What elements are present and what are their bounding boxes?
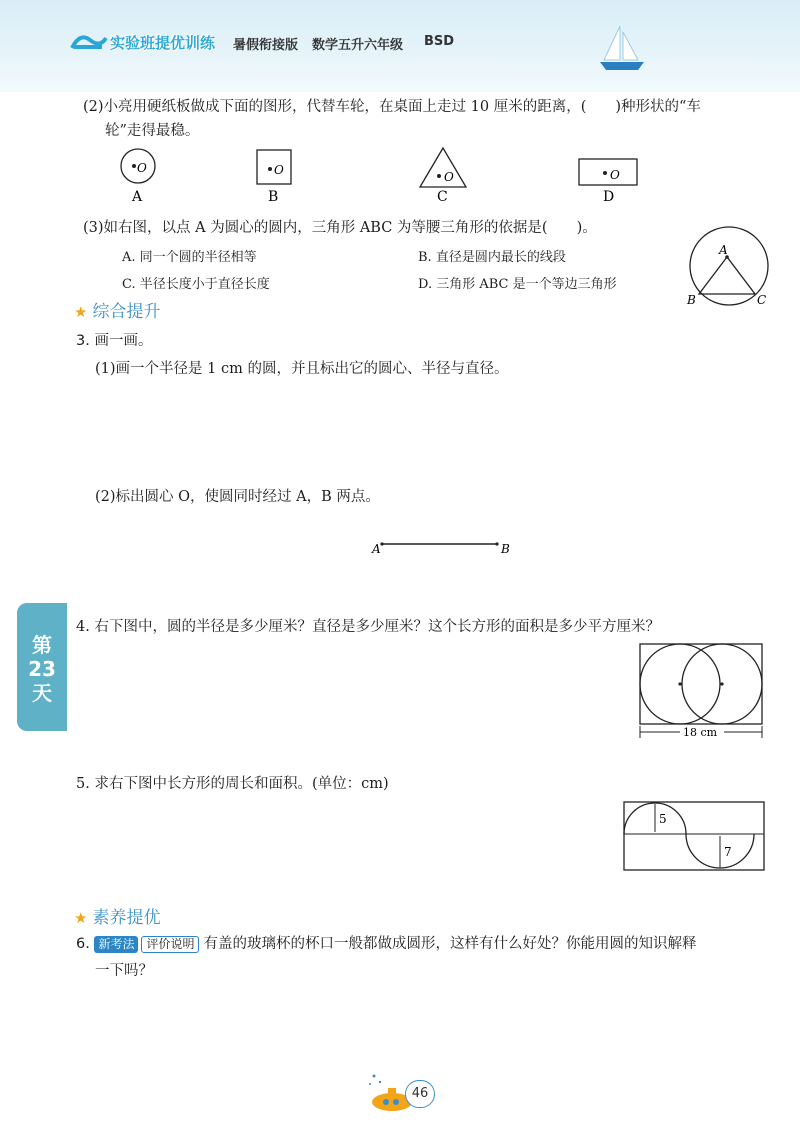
vertex-a-label: A [719,243,728,257]
shape-c-label: C [437,189,448,205]
q3-part1: (1)画一个半径是 1 cm 的圆，并且标出它的圆心、半径与直径。 [95,361,509,377]
shape-b-label: B [268,189,279,205]
shape-square [257,150,291,205]
dimension-top-label: 5 [659,812,667,826]
star-icon: ★ [74,303,88,321]
dimension-label: 18 cm [683,726,718,739]
q3-part2: (2)标出圆心 O，使圆同时经过 A，B 两点。 [95,489,380,505]
shape-a-label: A [132,189,143,205]
q6-line1: 有盖的玻璃杯的杯口一般都做成圆形，这样有什么好处？你能用圆的知识解释 [203,936,697,952]
edition-label: 暑假衔接版 [233,38,299,53]
shape-circle [121,149,155,205]
semicircles-rectangle-figure [620,798,770,876]
dimension-bottom-label: 7 [724,845,732,859]
code-label: BSD [424,34,455,49]
q2-3-option-a: A. 同一个圆的半径相等 [122,250,257,265]
q2-3-option-b: B. 直径是圆内最长的线段 [418,250,566,265]
shape-d-center: O [610,168,620,182]
shape-b-center: O [274,163,284,177]
side-tab-line1: 第 [32,633,52,657]
shape-d-label: D [603,189,615,205]
q6-line2: 一下吗？ [95,963,153,979]
point-b-label: B [501,542,510,556]
shape-c-center: O [444,170,454,184]
wheel-shapes [110,143,670,209]
brand-title: 实验班提优训练 [110,34,216,52]
page-header [0,0,800,92]
page-number: 46 [405,1080,435,1108]
star-icon: ★ [74,909,88,927]
q2-2-line1: (2)小亮用硬纸板做成下面的图形，代替车轮，在桌面上走过 10 厘米的距离，( )种形状的“车 [83,99,701,115]
shape-triangle [420,148,466,205]
shape-rectangle [579,159,637,205]
section-literacy [74,903,161,928]
q2-3-option-c: C. 半径长度小于直径长度 [122,277,270,292]
q2-2-line2: 轮”走得最稳。 [105,123,200,139]
q6-line1-row [76,933,696,955]
q2-3-option-d: D. 三角形 ABC 是一个等边三角形 [418,277,617,292]
brand-logo-icon [70,30,108,52]
sailboat-icon [596,22,648,74]
section-literacy-title: 素养提优 [92,908,161,928]
section-comprehensive [74,297,161,322]
circle-triangle-figure [683,226,775,310]
q3-title: 3. 画一画。 [76,333,153,349]
side-tab-line2: 23 [28,657,56,681]
segment-ab [370,534,520,558]
vertex-c-label: C [757,293,767,307]
section-comprehensive-title: 综合提升 [92,302,161,322]
point-a-label: A [372,542,381,556]
two-circles-rectangle-figure [634,640,774,744]
side-tab-line3: 天 [32,681,52,705]
shape-a-center: O [137,161,147,175]
new-exam-badge: 新考法 [94,936,138,953]
q4-text: 4. 右下图中，圆的半径是多少厘米？直径是多少厘米？这个长方形的面积是多少平方厘米？ [76,619,660,635]
grade-label: 数学五升六年级 [312,38,404,53]
eval-badge: 评价说明 [141,936,199,953]
q2-3-stem: (3)如右图，以点 A 为圆心的圆内，三角形 ABC 为等腰三角形的依据是( )。 [83,220,597,236]
day-side-tab [17,603,67,731]
q6-number: 6. [76,936,90,952]
q5-text: 5. 求右下图中长方形的周长和面积。(单位：cm) [76,776,389,792]
vertex-b-label: B [687,293,696,307]
